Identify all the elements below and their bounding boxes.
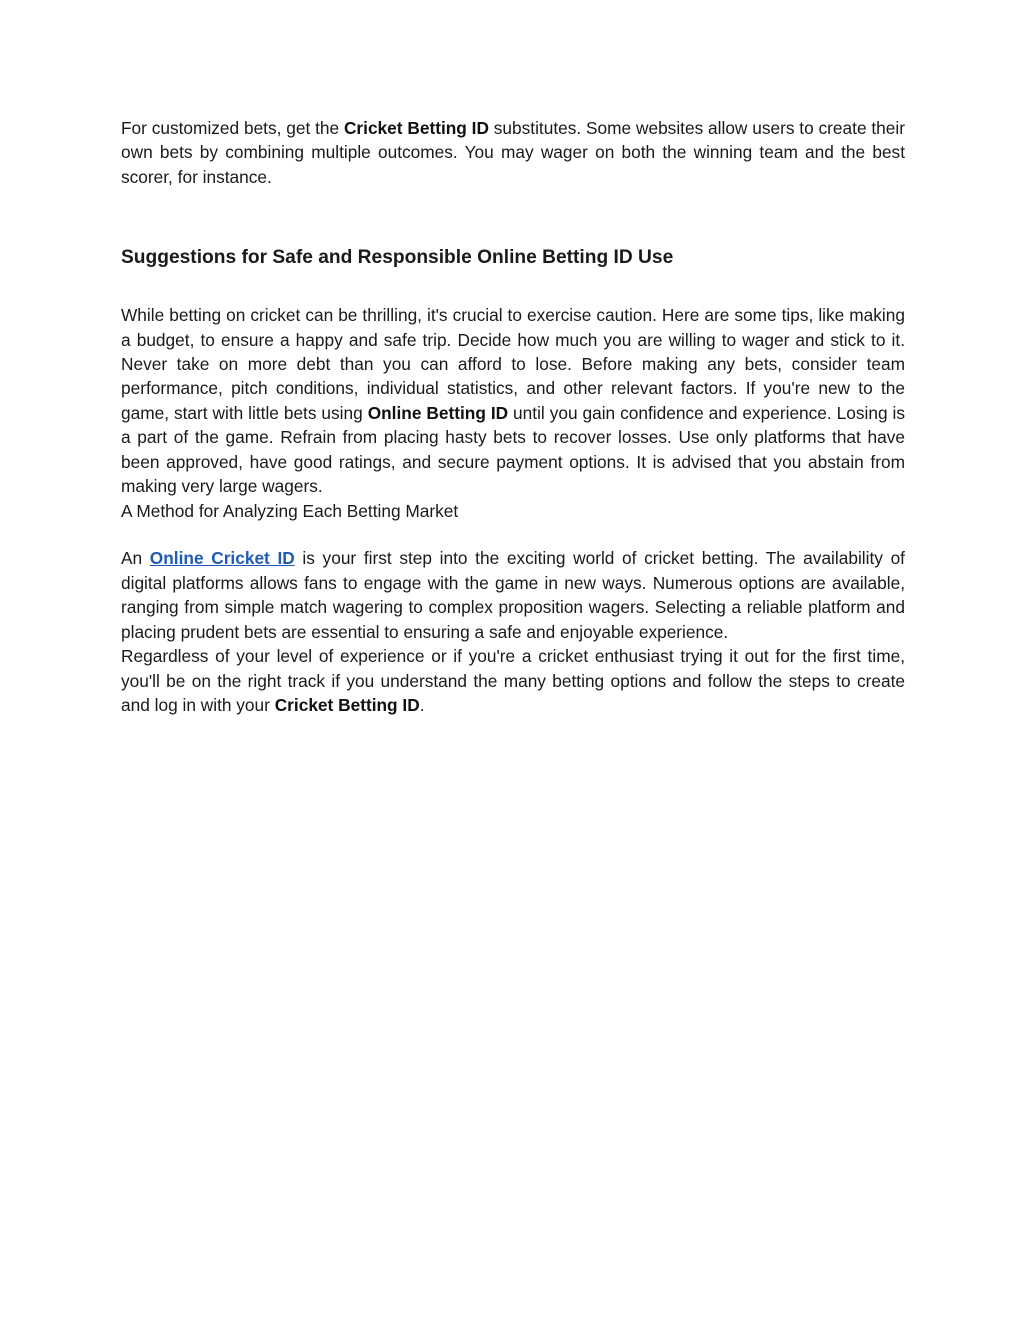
online-id-text-end: is your first step into the exciting world of cricket betting. The availability of digital platforms allows fans to engage with the game in new ways. Numerous options are available, ranging from simple match wagering to complex proposition wagers. Selecting a reliable platform and placing prudent bets are essential to ensuring a safe and enjoyable experience. bbox=[121, 548, 905, 642]
online-id-text-start: An bbox=[121, 548, 150, 569]
tips-paragraph bbox=[121, 303, 905, 498]
online-id-paragraph bbox=[121, 546, 905, 644]
closing-text-end: . bbox=[419, 694, 425, 715]
section-heading: Suggestions for Safe and Responsible Online Betting ID Use bbox=[121, 247, 674, 269]
tips-text-end: until you gain confidence and experience. Losing is a part of the game. Refrain from placing hasty bets to recover losses. Use only platforms that have been approved, have good ratings, and secure payment options. It is advised that you abstain from making very large wagers. bbox=[121, 402, 905, 497]
intro-text-start: For customized bets, get the bbox=[121, 118, 344, 138]
online-cricket-id-link[interactable]: Online Cricket ID bbox=[149, 548, 295, 569]
tips-bold-keyword: Online Betting ID bbox=[367, 402, 509, 423]
intro-paragraph bbox=[121, 116, 905, 189]
closing-text-start: Regardless of your level of experience or if you're a cricket enthusiast trying it out for the first time, you'll be on the right track if you understand the many betting options and follow the steps to create and log in with your bbox=[121, 646, 905, 715]
method-line: A Method for Analyzing Each Betting Market bbox=[121, 501, 459, 522]
intro-text-end: substitutes. Some websites allow users to create their own bets by combining multiple outcomes. You may wager on both the winning team and the best scorer, for instance. bbox=[121, 118, 905, 187]
closing-bold-keyword: Cricket Betting ID bbox=[274, 694, 420, 715]
tips-text-start: While betting on cricket can be thrilling, it's crucial to exercise caution. Here are some tips, like making a budget, to ensure a happy and safe trip. Decide how much you are willing to wager and stick to it. Never take on more debt than you can afford to lose. Before making any bets, consider team performance, pitch conditions, individual statistics, and other relevant factors. If you're new to the game, start with little bets using bbox=[121, 305, 905, 423]
intro-bold-keyword: Cricket Betting ID bbox=[343, 118, 489, 138]
document-page bbox=[121, 116, 905, 717]
closing-paragraph bbox=[121, 644, 905, 717]
